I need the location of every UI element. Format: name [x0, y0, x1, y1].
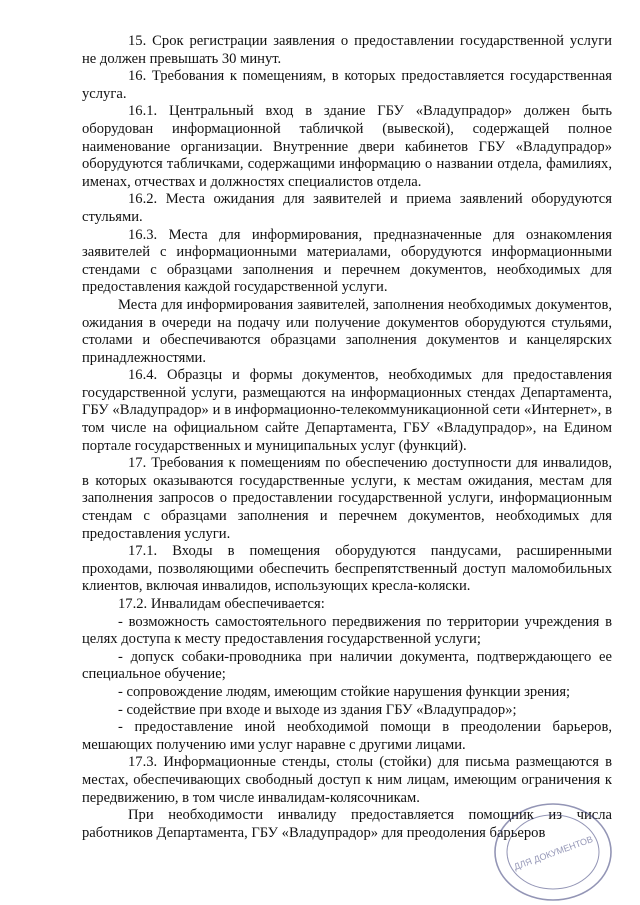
- stamp-text: ДЛЯ ДОКУМЕНТОВ: [512, 834, 595, 872]
- paragraph-17-3: 17.3. Информационные стенды, столы (стойки) для письма размещаются в местах, обеспечивающих свободный доступ к ним лицам, имеющим ограничения к передвижению, в том числе инвалидам-колясочникам.: [82, 754, 612, 806]
- list-item: - допуск собаки-проводника при наличии документа, подтверждающего ее специальное обучение;: [82, 648, 612, 683]
- paragraph-16: 16. Требования к помещениям, в которых предоставляется государственная услуга.: [82, 68, 612, 102]
- list-item: - сопровождение людям, имеющим стойкие нарушения функции зрения;: [118, 683, 571, 700]
- stamp-seal: [487, 790, 613, 902]
- list-item: - предоставление иной необходимой помощи в преодолении барьеров, мешающих получению ими услуг наравне с другими лицами.: [82, 719, 612, 753]
- paragraph-16-4: 16.4. Образцы и формы документов, необходимых для предоставления государственной услуги, размещаются на информационных стендах Департамента, ГБУ «Владупрадор» и в информационно-телекоммуникационной сети «Интернет», в том числе на официальном сайте Департамента, ГБУ «Владупрадор», на Едином портале государственных и муниципальных услуг (функций).: [82, 367, 612, 454]
- paragraph-info-places: Места для информирования заявителей, заполнения необходимых документов, ожидания в очереди на подачу или получение документов оборудуются стульями, столами и обеспечиваются образцами заполнения документов и канцелярских принадлежностями.: [82, 296, 612, 366]
- paragraph-16-3: 16.3. Места для информирования, предназначенные для ознакомления заявителей с информационными материалами, оборудуются информационными стендами с образцами заполнения и перечнем документов, необходимых для предоставления каждой государственной услуги.: [82, 226, 612, 296]
- paragraph-17-2: 17.2. Инвалидам обеспечивается:: [118, 596, 325, 612]
- paragraph-15: 15. Срок регистрации заявления о предоставлении государственной услуги не должен превышать 30 минут.: [82, 33, 612, 67]
- paragraph-16-2: 16.2. Места ожидания для заявителей и приема заявлений оборудуются стульями.: [82, 191, 612, 225]
- paragraph-assistant: При необходимости инвалиду предоставляется помощник из числа работников Департамента, ГБУ «Владупрадор» для преодоления барьеров: [82, 807, 612, 841]
- list-item: - содействие при входе и выходе из здания ГБУ «Владупрадор»;: [118, 701, 517, 718]
- paragraph-17: 17. Требования к помещениям по обеспечению доступности для инвалидов, в которых оказываются государственные услуги, к местам ожидания, местам для заполнения запросов о предоставлении государственной услуги, информационным стендам с образцами заполнения и перечнем документов, необходимых для предоставления услуги.: [82, 455, 612, 542]
- paragraph-17-1: 17.1. Входы в помещения оборудуются пандусами, расширенными проходами, позволяющими обеспечить беспрепятственный доступ маломобильных клиентов, включая инвалидов, использующих кресла-коляски.: [82, 543, 612, 595]
- list-item: - возможность самостоятельного передвижения по территории учреждения в целях доступа к месту предоставления государственной услуги;: [82, 613, 612, 648]
- document-page: [82, 33, 612, 842]
- paragraph-16-1: 16.1. Центральный вход в здание ГБУ «Владупрадор» должен быть оборудован информационной табличкой (вывеской), содержащей полное наименование организации. Внутренние двери кабинетов ГБУ «Владупрадор» оборудуются табличками, содержащими информацию о названии отдела, фамилиях, именах, отчествах и должностях специалистов отдела.: [82, 103, 612, 190]
